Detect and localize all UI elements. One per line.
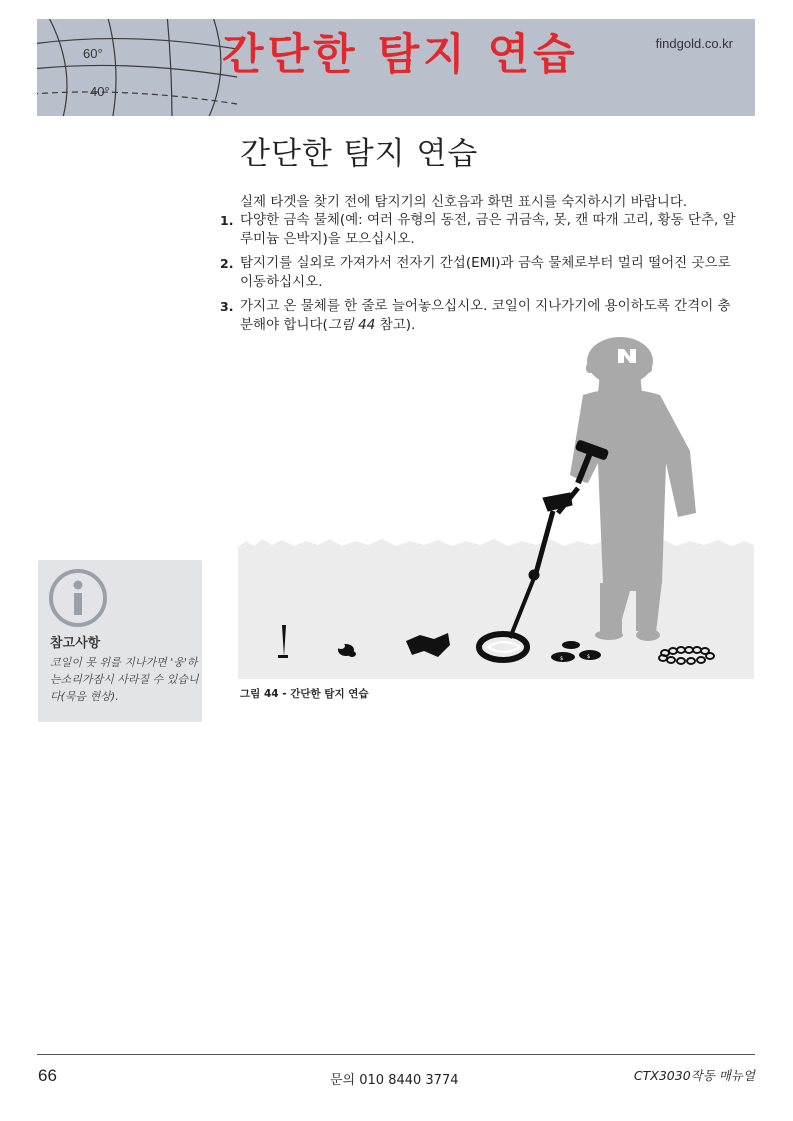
- manual-title: CTX3030작동 매뉴얼: [633, 1068, 755, 1083]
- svg-text:$: $: [587, 654, 591, 660]
- note-text: 코일이 못 위를 지나가면 '웅'하는소리가잠시 사라질 수 있습니다(묵음 현상).: [50, 656, 199, 703]
- step-text-end: 참고).: [375, 317, 416, 333]
- svg-text:$: $: [560, 656, 564, 662]
- step-item-2: [218, 254, 743, 292]
- contact-info: 문의 010 8440 3774: [330, 1073, 459, 1088]
- page-title: 간단한 탐지 연습: [240, 136, 479, 172]
- step-text: 가지고 온 물체를 한 줄로 늘어놓으십시오. 코일이 지나가기에 용이하도록 간격이 충분해야 합니다(: [240, 298, 731, 333]
- step-item-3: [218, 297, 743, 335]
- globe-label-40: 40°: [90, 84, 110, 99]
- note-heading: 참고사항: [50, 636, 101, 651]
- step-number: 3.: [220, 299, 234, 314]
- note-box: [38, 560, 202, 722]
- info-icon: [47, 567, 109, 629]
- header-title: 간단한 탐지 연습: [222, 30, 579, 80]
- figure-reference: 그림 44: [327, 317, 376, 333]
- step-item-1: [218, 211, 743, 249]
- step-number: 1.: [220, 213, 234, 228]
- header-site-url: findgold.co.kr: [655, 36, 733, 51]
- figure-caption: 그림 44 - 간단한 탐지 연습: [240, 688, 369, 700]
- footer-divider: [37, 1054, 755, 1055]
- page-number: 66: [38, 1066, 57, 1085]
- step-list: [218, 211, 743, 340]
- detecting-illustration: [238, 333, 754, 679]
- header-banner: [37, 19, 755, 116]
- step-number: 2.: [220, 256, 234, 271]
- globe-label-60: 60°: [83, 46, 103, 61]
- step-text: 탐지기를 실외로 가져가서 전자기 간섭(EMI)과 금속 물체로부터 멀리 떨어진 곳으로 이동하십시오.: [240, 255, 731, 290]
- intro-text: 실제 타겟을 찾기 전에 탐지기의 신호음과 화면 표시를 숙지하시기 바랍니다.: [240, 194, 688, 210]
- globe-graphic: [37, 19, 237, 116]
- step-text: 다양한 금속 물체(예: 여러 유형의 동전, 금은 귀금속, 못, 캔 따개 고리, 황동 단추, 알루미늄 은박지)을 모으십시오.: [240, 212, 736, 247]
